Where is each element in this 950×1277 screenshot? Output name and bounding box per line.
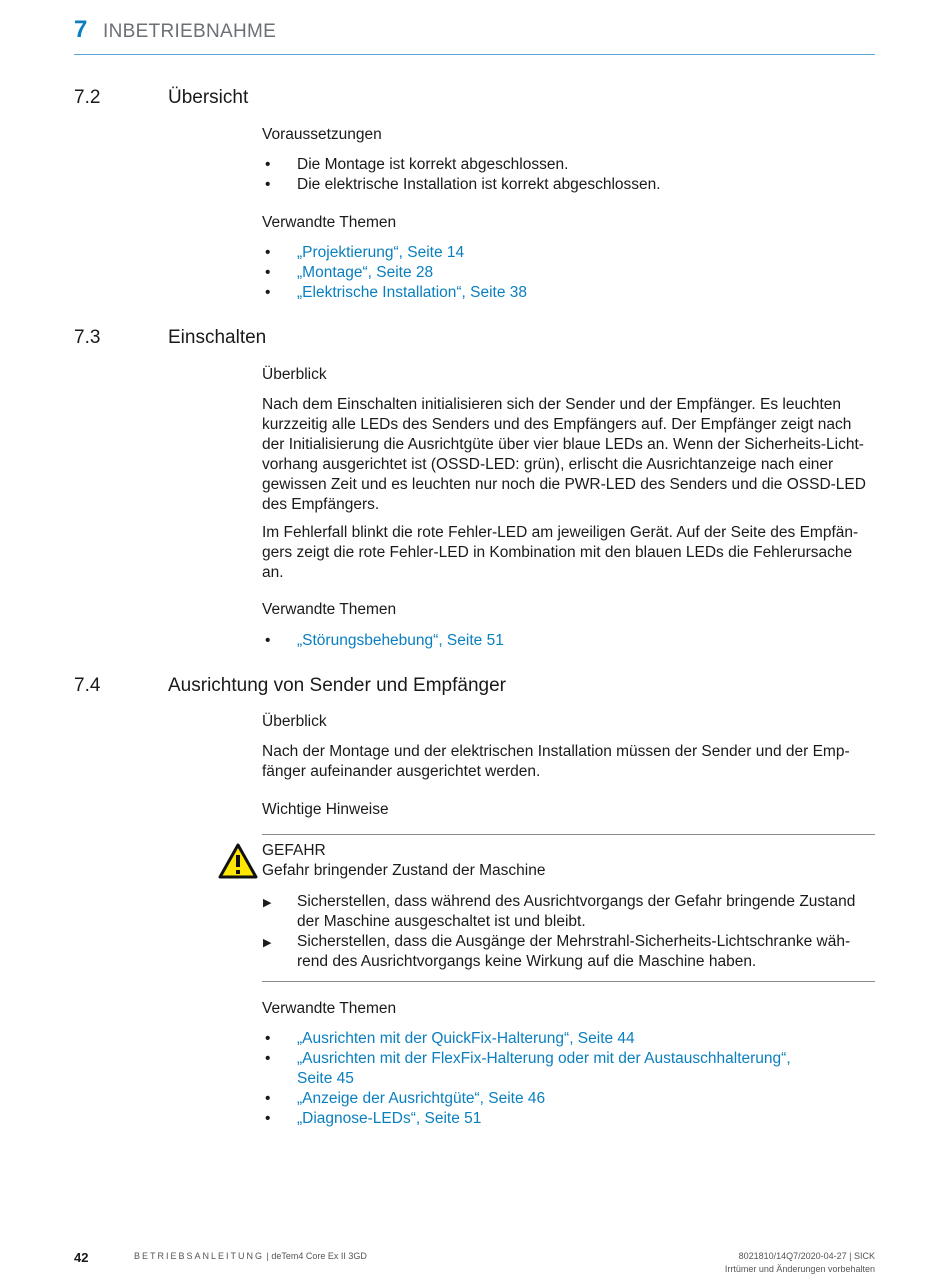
related-link-item: [262, 631, 862, 651]
warning-subtitle: Gefahr bringender Zustand der Maschine: [262, 862, 546, 879]
action-item: ▶ Sicherstellen, dass während des Ausrichtvorgangs der Gefahr bringende Zustand der Maschine ausgeschaltet ist und bleibt.: [262, 892, 862, 932]
related-topics-heading: Verwandte Themen: [262, 1000, 397, 1017]
footer-document-title: [134, 1251, 367, 1261]
chapter-title: INBETRIEBNAHME: [103, 21, 277, 42]
link-montage[interactable]: „Montage“, Seite 28: [297, 264, 434, 281]
section-number-7-2: 7.2: [74, 87, 101, 108]
related-link-item: [262, 283, 862, 303]
paragraph: Nach der Montage und der elektrischen Installation müssen der Sender und der Empfänger aufeinander ausgerichtet werden.: [262, 743, 850, 780]
paragraph: Nach dem Einschalten initialisieren sich der Sender und der Empfänger. Es leuchten kurzzeitig alle LEDs des Senders und des Empfängers auf. Der Empfänger zeigt nach der Initialisierung die Ausrichtgüte über vier blaue LEDs an. Wenn der Sicherheits-Lichtvorhang ausgerichtet ist (OSSD-LED: grün), erlischt die Ausrichtanzeige nach einer gewissen Zeit und es leuchten nur noch die PWR-LED des Senders und die OSSD-LED des Empfängers.: [262, 396, 866, 513]
prerequisites-heading: Voraussetzungen: [262, 126, 382, 143]
link-elektrische-installation[interactable]: „Elektrische Installation“, Seite 38: [297, 284, 528, 301]
section-title-einschalten: Einschalten: [168, 327, 267, 348]
related-topics-heading: Verwandte Themen: [262, 214, 397, 231]
warning-triangle-icon: [218, 843, 258, 879]
section-number-7-4: 7.4: [74, 675, 101, 696]
doc-type: BETRIEBSANLEITUNG: [134, 1251, 265, 1261]
prerequisites-list: [262, 155, 862, 195]
related-link-item: [262, 243, 862, 263]
related-link-item: [262, 1029, 802, 1049]
section-title-ausrichtung: Ausrichtung von Sender und Empfänger: [168, 675, 506, 696]
page-header: [74, 14, 875, 55]
footer-right: [725, 1250, 875, 1276]
link-flexfix[interactable]: „Ausrichten mit der FlexFix-Halterung oder mit der Austauschhalterung“, Seite 45: [297, 1050, 791, 1087]
related-link-item: [262, 263, 862, 283]
related-link-item: [262, 1049, 802, 1089]
list-item: • Die Montage ist korrekt abgeschlossen.: [262, 155, 862, 175]
action-item: ▶ Sicherstellen, dass die Ausgänge der Mehrstrahl-Sicherheits-Lichtschranke während des Ausrichtvorgangs keine Wirkung auf die Maschine haben.: [262, 932, 862, 972]
warning-bottom-divider: [262, 981, 875, 982]
related-topics-list: [262, 243, 862, 303]
related-link-item: [262, 1109, 802, 1129]
list-item: • Die elektrische Installation ist korrekt abgeschlossen.: [262, 175, 862, 195]
section-title-uebersicht: Übersicht: [168, 87, 249, 108]
doc-id: 8021810/14Q7/2020-04-27 | SICK: [738, 1251, 875, 1261]
page-number: 42: [74, 1250, 89, 1265]
paragraph: Im Fehlerfall blinkt die rote Fehler-LED am jeweiligen Gerät. Auf der Seite des Empfängers zeigt die rote Fehler-LED in Kombination mit den blauen LEDs die Fehlerursache an.: [262, 524, 859, 581]
link-ausrichtguete[interactable]: „Anzeige der Ausrichtgüte“, Seite 46: [297, 1090, 546, 1107]
disclaimer: Irrtümer und Änderungen vorbehalten: [724, 1264, 875, 1274]
link-projektierung[interactable]: „Projektierung“, Seite 14: [297, 244, 465, 261]
warning-actions-list: [262, 892, 862, 972]
related-topics-list: [262, 1029, 802, 1129]
warning-top-divider: [262, 834, 875, 835]
chapter-number: 7: [74, 16, 88, 43]
product-name: | deTem4 Core Ex II 3GD: [264, 1251, 367, 1261]
warning-title: GEFAHR: [262, 842, 326, 859]
related-topics-heading: Verwandte Themen: [262, 601, 397, 618]
related-link-item: [262, 1089, 802, 1109]
related-topics-list: [262, 631, 862, 651]
overview-heading: Überblick: [262, 366, 327, 383]
important-notes-heading: Wichtige Hinweise: [262, 801, 389, 818]
overview-heading: Überblick: [262, 713, 327, 730]
link-stoerungsbehebung[interactable]: „Störungsbehebung“, Seite 51: [297, 632, 504, 649]
section-number-7-3: 7.3: [74, 327, 101, 348]
link-diagnose-leds[interactable]: „Diagnose-LEDs“, Seite 51: [297, 1110, 482, 1127]
link-quickfix[interactable]: „Ausrichten mit der QuickFix-Halterung“, Seite 44: [297, 1030, 635, 1047]
